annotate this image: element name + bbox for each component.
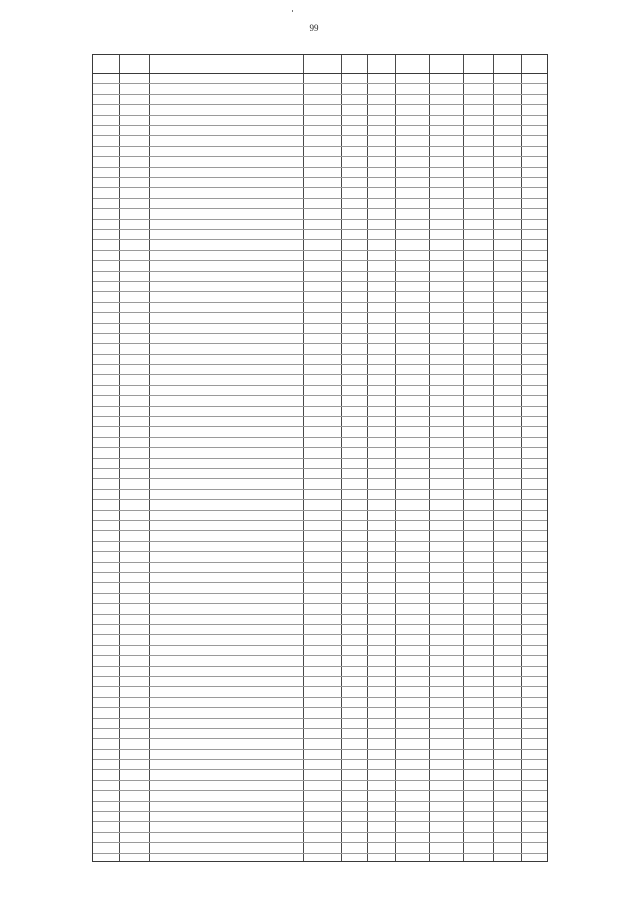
table-row-rule xyxy=(93,395,547,396)
page-number: 99 xyxy=(309,23,319,33)
table-row-rule xyxy=(93,302,547,303)
table-row-rule xyxy=(93,281,547,282)
table-row-rule xyxy=(93,499,547,500)
table-row-rule xyxy=(93,832,547,833)
table-row-rule xyxy=(93,749,547,750)
table-row-rule xyxy=(93,177,547,178)
table-row-rule xyxy=(93,250,547,251)
table-row-rule xyxy=(93,666,547,667)
table-row-rule xyxy=(93,614,547,615)
table-row-rule xyxy=(93,728,547,729)
table-row-rule xyxy=(93,187,547,188)
table-row-rule xyxy=(93,853,547,854)
table-row-rule xyxy=(93,530,547,531)
table-row-rule xyxy=(93,260,547,261)
table-row-rule xyxy=(93,821,547,822)
table-row-rule xyxy=(93,562,547,563)
table-row-rule xyxy=(93,676,547,677)
table-row-rule xyxy=(93,219,547,220)
table-row-rule xyxy=(93,229,547,230)
table-row-rule xyxy=(93,541,547,542)
table-row-rule xyxy=(93,489,547,490)
table-row-rule xyxy=(93,478,547,479)
table-row-rule xyxy=(93,447,547,448)
rotated-table xyxy=(92,54,548,862)
table-row-rule xyxy=(93,146,547,147)
table-row-rule xyxy=(93,364,547,365)
table-row-rule xyxy=(93,167,547,168)
table-row-rule xyxy=(93,520,547,521)
table-row-rule xyxy=(93,115,547,116)
table-row-rule xyxy=(93,333,547,334)
table-row-rule xyxy=(93,437,547,438)
table-row-rule xyxy=(93,624,547,625)
table-row-rule xyxy=(93,312,547,313)
table-row-rule xyxy=(93,458,547,459)
table-row-rule xyxy=(93,104,547,105)
table-row-rule xyxy=(93,374,547,375)
table-header-rule xyxy=(93,73,547,74)
table-row-rule xyxy=(93,582,547,583)
table-row-rule xyxy=(93,738,547,739)
table-row-rule xyxy=(93,343,547,344)
table-row-rule xyxy=(93,83,547,84)
table-row-rule xyxy=(93,354,547,355)
table-row-rule xyxy=(93,593,547,594)
table-row-rule xyxy=(93,645,547,646)
table-row-rule xyxy=(93,135,547,136)
table-row-rule xyxy=(93,291,547,292)
table-row-rule xyxy=(93,323,547,324)
table-row-rule xyxy=(93,707,547,708)
table-row-rule xyxy=(93,842,547,843)
table-row-rule xyxy=(93,718,547,719)
table-row-rule xyxy=(93,416,547,417)
table-row-rule xyxy=(93,125,547,126)
table-row-rule xyxy=(93,551,547,552)
table-row-rule xyxy=(93,510,547,511)
table-row-rule xyxy=(93,94,547,95)
table-row-rule xyxy=(93,156,547,157)
table-row-rule xyxy=(93,572,547,573)
table-row-rule xyxy=(93,385,547,386)
scan-mark xyxy=(292,10,293,12)
table-row-rule xyxy=(93,239,547,240)
table-row-rule xyxy=(93,697,547,698)
table-row-rule xyxy=(93,634,547,635)
table-row-rule xyxy=(93,686,547,687)
table-row-rule xyxy=(93,790,547,791)
table-row-rule xyxy=(93,759,547,760)
table-row-rule xyxy=(93,780,547,781)
table-row-rule xyxy=(93,426,547,427)
table-row-rule xyxy=(93,811,547,812)
table-row-rule xyxy=(93,271,547,272)
table-row-rule xyxy=(93,801,547,802)
table-row-rule xyxy=(93,468,547,469)
table-row-rule xyxy=(93,603,547,604)
table-row-rule xyxy=(93,208,547,209)
table-row-rule xyxy=(93,769,547,770)
table-row-rule xyxy=(93,655,547,656)
table-row-rule xyxy=(93,198,547,199)
table-row-rule xyxy=(93,406,547,407)
